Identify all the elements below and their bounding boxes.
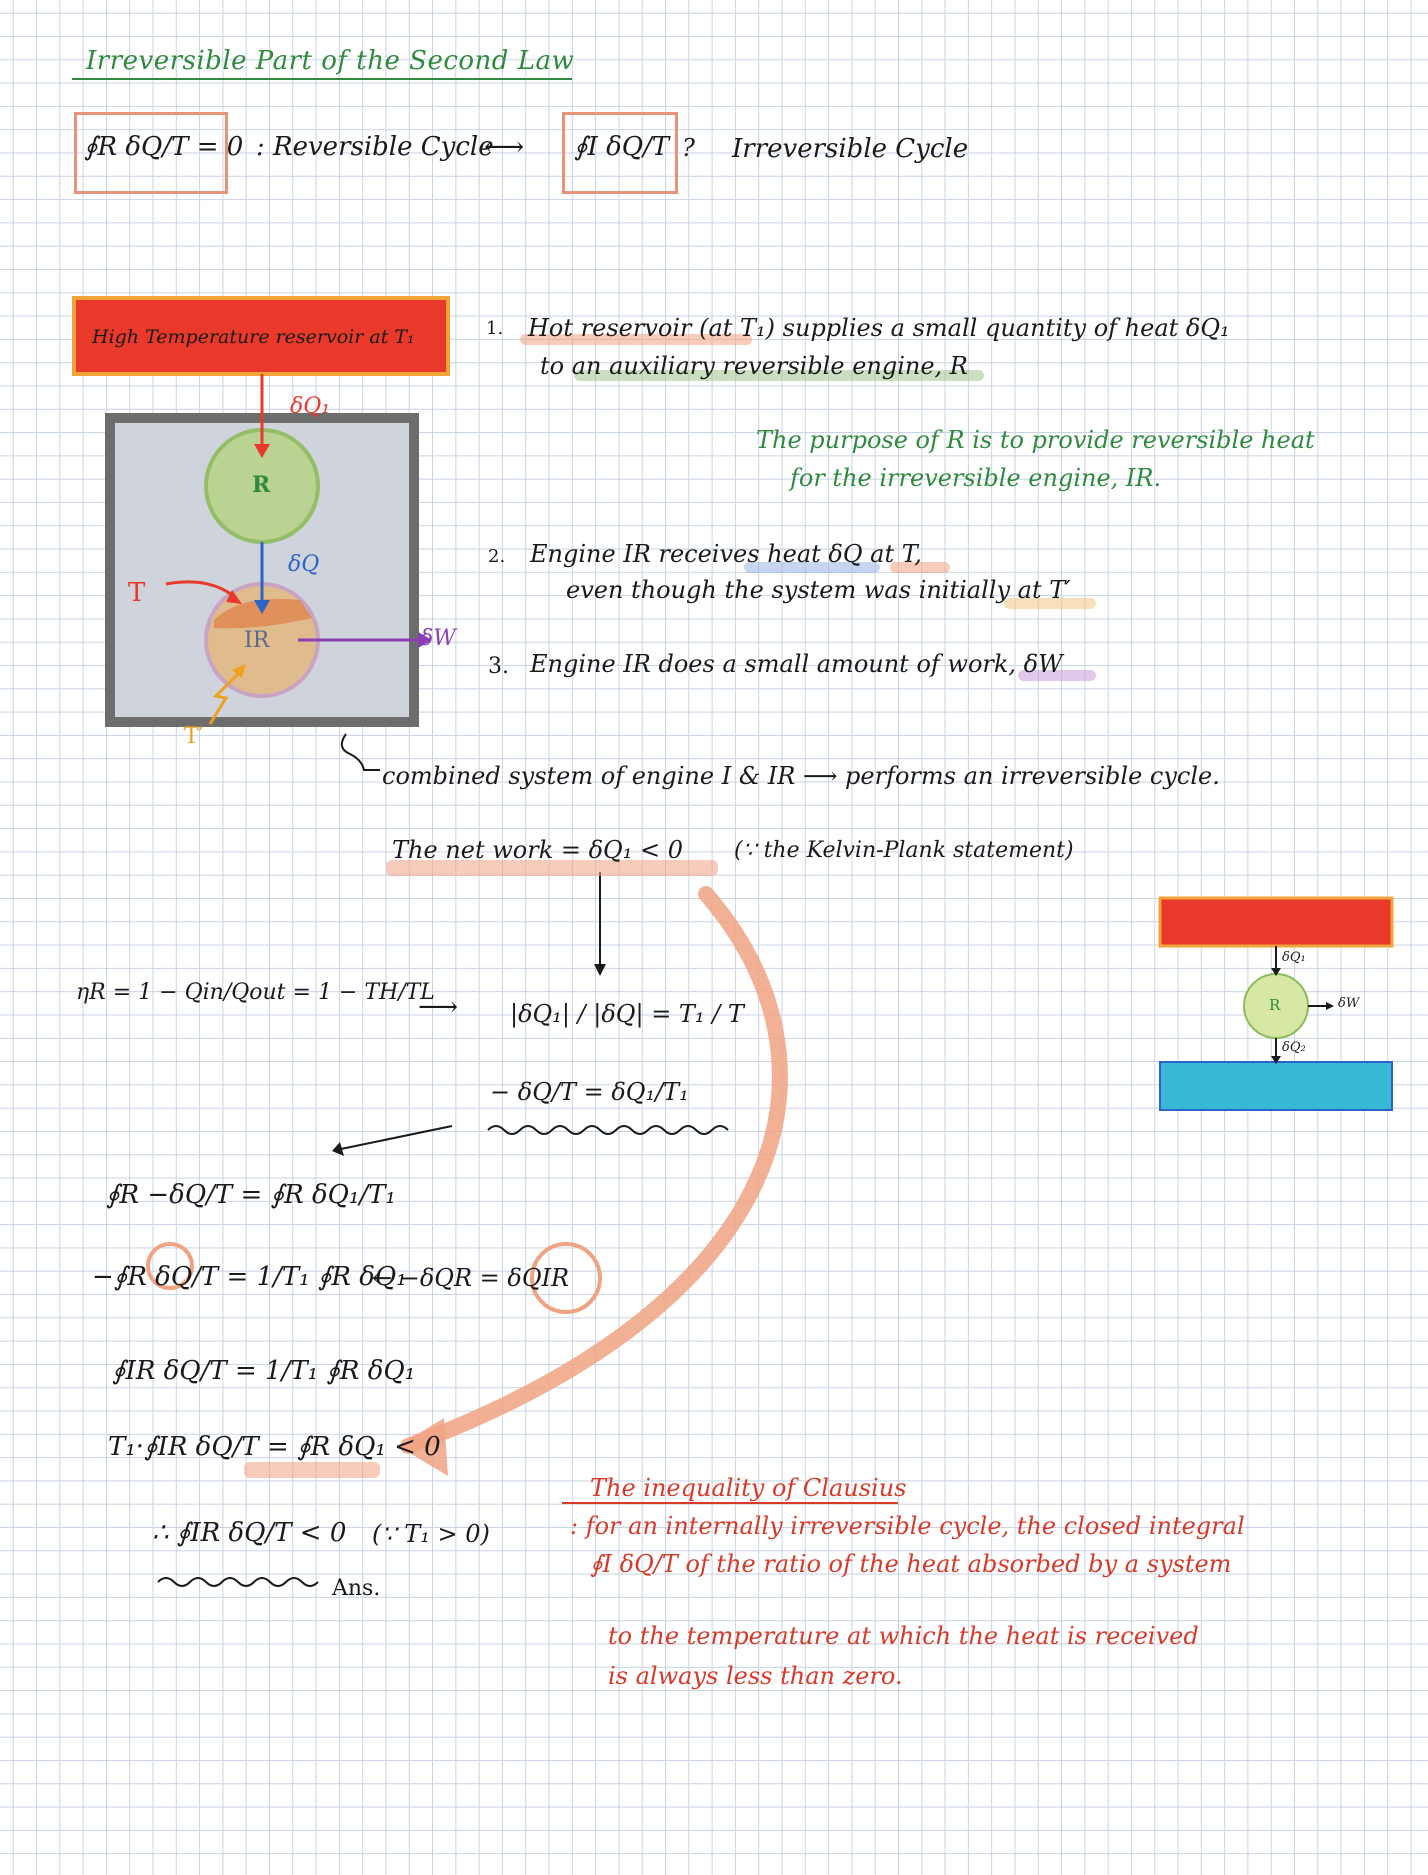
hot-reservoir-label: High Temperature reservoir at T₁ <box>92 326 415 348</box>
step-1-line-1: Hot reservoir (at T₁) supplies a small quantity of heat δQ₁ <box>528 314 1230 342</box>
salmon-curve-arrow <box>408 894 780 1446</box>
derivation-line-2: −∮R δQ/T = 1/T₁ ∮R δQ₁ <box>92 1262 407 1292</box>
clausius-line-3: to the temperature at which the heat is received <box>608 1622 1199 1650</box>
dq1-label: δQ₁ <box>290 394 331 419</box>
mini-hot-reservoir <box>1160 898 1392 946</box>
efficiency-arrow: ⟶ <box>418 990 459 1023</box>
step-2-line-1: Engine IR receives heat δQ at T, <box>530 540 922 568</box>
dq-label: δQ <box>288 552 320 577</box>
mini-r-label: R <box>1269 996 1281 1014</box>
clausius-line-2: ∮I δQ/T of the ratio of the heat absorbed by a system <box>590 1550 1232 1578</box>
derivation-line-3: ∮IR δQ/T = 1/T₁ ∮R δQ₁ <box>112 1356 416 1386</box>
combined-system-text: combined system of engine I & IR ⟶ performs an irreversible cycle. <box>382 762 1220 790</box>
mini-dq1-label: δQ₁ <box>1282 950 1306 965</box>
step-2-line-2: even though the system was initially at T′ <box>566 576 1071 604</box>
mini-dq2-label: δQ₂ <box>1282 1040 1306 1055</box>
left-arrow <box>336 1126 452 1150</box>
page-title: Irreversible Part of the Second Law <box>86 46 575 76</box>
engine-r-label: R <box>252 472 271 498</box>
t-label: T <box>128 578 146 608</box>
down-arrow-head <box>594 964 606 976</box>
engine-ir-label: IR <box>244 628 270 653</box>
clausius-line-4: is always less than zero. <box>608 1662 903 1690</box>
reversible-integral: ∮R δQ/T = 0 <box>84 132 244 162</box>
dw-label: δW <box>420 626 456 651</box>
answer-label: Ans. <box>332 1576 381 1601</box>
derivation-line-5-note: (∵ T₁ > 0) <box>372 1520 490 1548</box>
derivation-line-2-side: ← −δQR = δQIR <box>372 1264 570 1292</box>
question-mark: ? <box>682 134 695 162</box>
derivation-line-1: ∮R −δQ/T = ∮R δQ₁/T₁ <box>106 1180 396 1210</box>
neg-heat-equation: − δQ/T = δQ₁/T₁ <box>490 1078 689 1106</box>
t-prime-label: T′ <box>184 724 204 749</box>
wavy-underline-1 <box>488 1126 728 1134</box>
derivation-line-5: ∴ ∮IR δQ/T < 0 <box>152 1518 347 1548</box>
step-2-number: 2. <box>488 546 506 567</box>
clausius-title: The inequality of Clausius <box>590 1474 907 1502</box>
double-arrow: ⟷ <box>484 130 525 163</box>
hl-result <box>244 1462 380 1478</box>
mini-dw-label: δW <box>1338 996 1360 1011</box>
heat-ratio-equation: |δQ₁| / |δQ| = T₁ / T <box>510 1000 744 1028</box>
net-work-text: The net work = δQ₁ < 0 <box>392 836 683 864</box>
curl-arrow <box>342 734 380 770</box>
mini-arrow-work-head <box>1326 1002 1334 1010</box>
irreversible-cycle-label: Irreversible Cycle <box>732 134 969 164</box>
step-3-line-1: Engine IR does a small amount of work, δW <box>530 650 1063 678</box>
step-1-line-2: to an auxiliary reversible engine, R <box>540 352 968 380</box>
derivation-line-4: T₁·∮IR δQ/T = ∮R δQ₁ < 0 <box>108 1432 441 1462</box>
step-1-number: 1. <box>486 318 504 339</box>
mini-cold-reservoir <box>1160 1062 1392 1110</box>
clausius-line-1: : for an internally irreversible cycle, the closed integral <box>570 1512 1245 1540</box>
net-work-note: (∵ the Kelvin-Plank statement) <box>734 838 1074 863</box>
efficiency-equation: ηR = 1 − Qin/Qout = 1 − TH/TL <box>76 980 435 1005</box>
step-1-note-2: for the irreversible engine, IR. <box>790 464 1162 492</box>
step-1-note-1: The purpose of R is to provide reversible heat <box>756 426 1315 454</box>
reversible-cycle-label: : Reversible Cycle <box>256 132 494 162</box>
irreversible-integral: ∮I δQ/T <box>574 132 670 162</box>
wavy-underline-2 <box>158 1578 318 1586</box>
clausius-title-underline <box>562 1502 898 1504</box>
step-3-number: 3. <box>488 654 509 679</box>
